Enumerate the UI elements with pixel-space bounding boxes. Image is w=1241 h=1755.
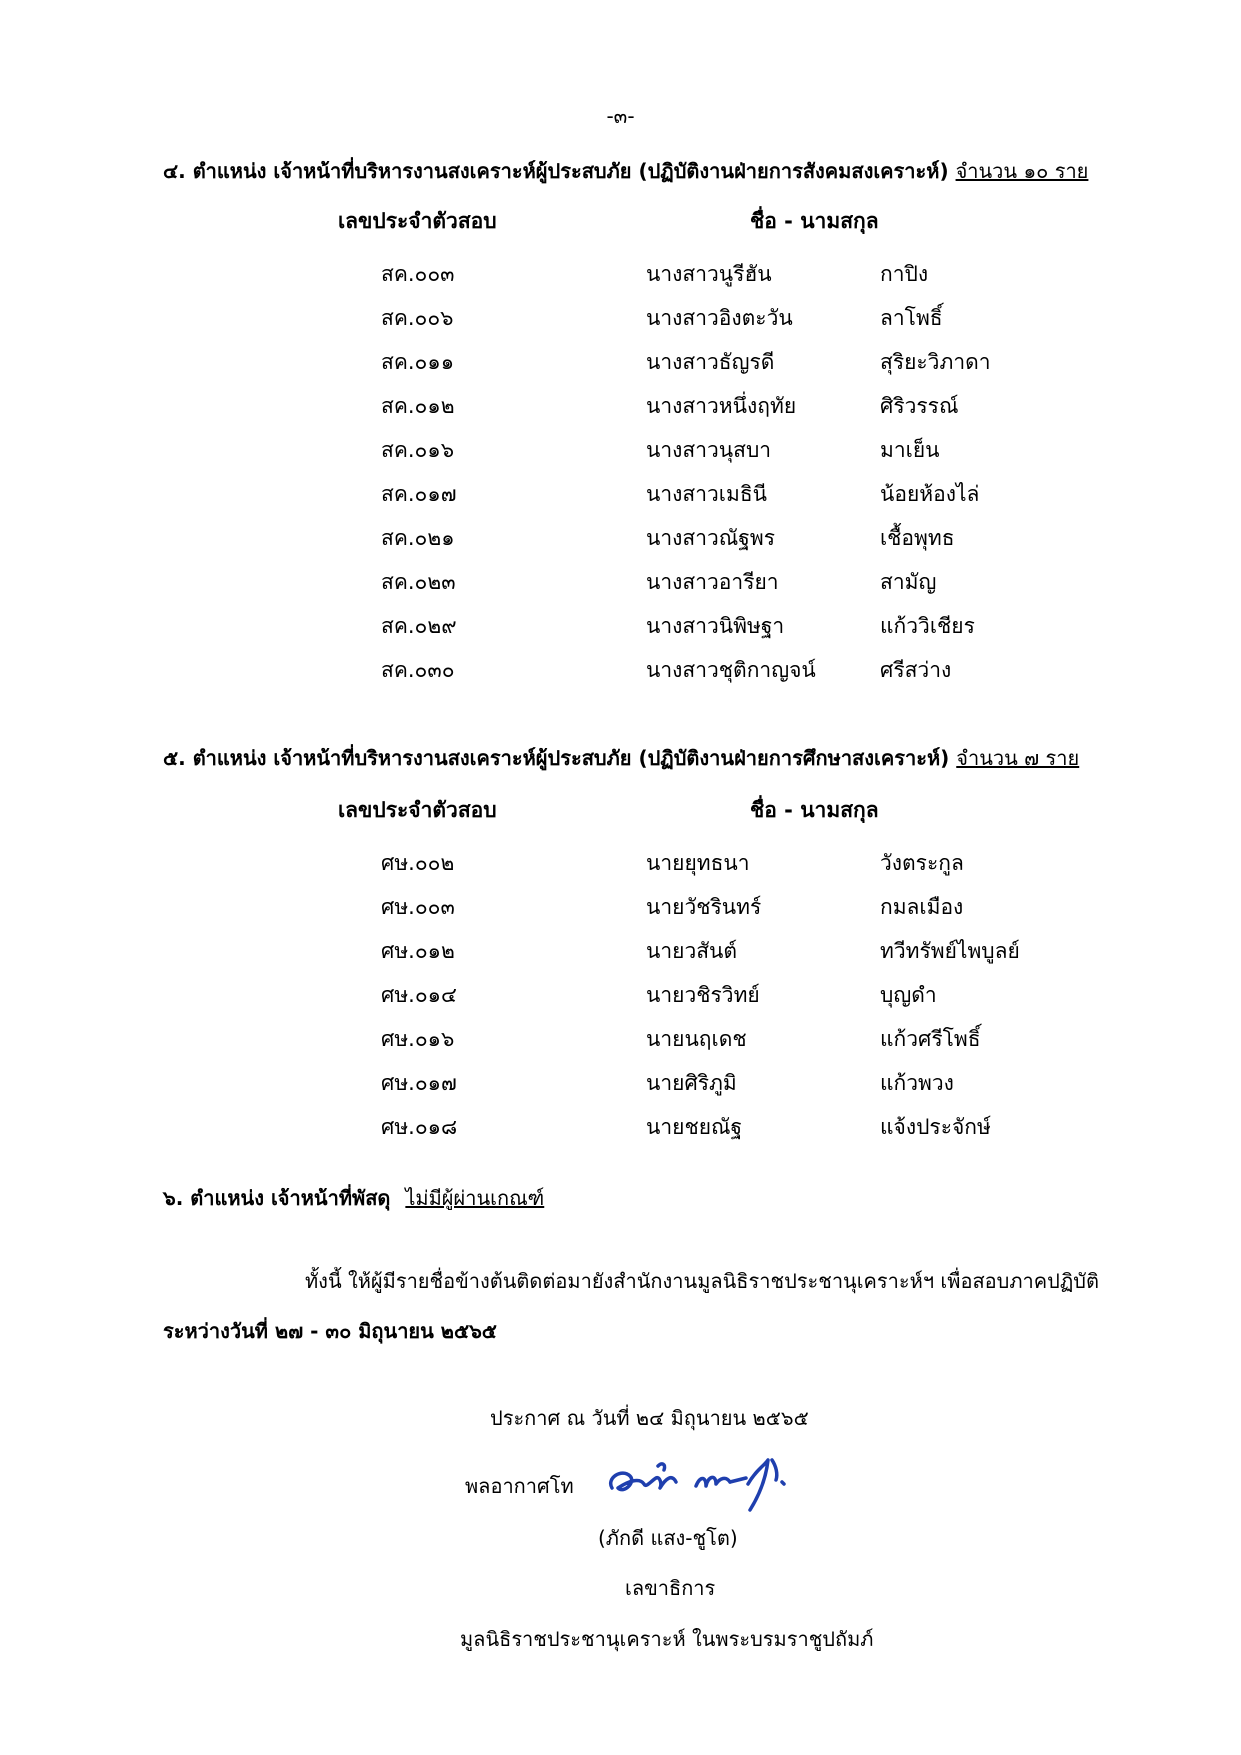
exam-id: สค.๐๒๙ — [381, 614, 457, 638]
section5-col-name: ชื่อ - นามสกุล — [750, 798, 879, 822]
exam-id: ศษ.๐๑๖ — [381, 1027, 455, 1051]
page-number: -๓- — [606, 104, 635, 128]
last-name: ศรีสว่าง — [880, 658, 952, 682]
list-item — [0, 302, 1241, 342]
first-name: นางสาวณัฐพร — [646, 526, 775, 550]
first-name: นางสาวชุติกาญจน์ — [646, 658, 816, 682]
last-name: ทวีทรัพย์ไพบูลย์ — [880, 939, 1020, 963]
signer-rank: พลอากาศโท — [465, 1474, 574, 1498]
section6-title: ๖. ตำแหน่ง เจ้าหน้าที่พัสดุ — [163, 1186, 391, 1210]
list-item — [0, 935, 1241, 975]
last-name: มาเย็น — [880, 438, 940, 462]
instructions-line1: ทั้งนี้ ให้ผู้มีรายชื่อข้างต้นติดต่อมายังสำนักงานมูลนิธิราชประชานุเคราะห์ฯ เพื่อสอบภาคปฏิบัติ — [305, 1269, 1099, 1293]
last-name: ศิริวรรณ์ — [880, 394, 959, 418]
list-item — [0, 654, 1241, 694]
exam-id: สค.๐๐๖ — [381, 306, 454, 330]
first-name: นางสาวธัญรดี — [646, 350, 775, 374]
organization-name: มูลนิธิราชประชานุเคราะห์ ในพระบรมราชูปถัมภ์ — [460, 1627, 874, 1651]
exam-id: สค.๐๑๒ — [381, 394, 455, 418]
section5-count: จำนวน ๗ ราย — [956, 746, 1080, 770]
last-name: เชื้อพุทธ — [880, 526, 955, 550]
list-item — [0, 390, 1241, 430]
last-name: แจ้งประจักษ์ — [880, 1115, 991, 1139]
list-item — [0, 566, 1241, 606]
section5-col-id: เลขประจำตัวสอบ — [338, 798, 497, 822]
list-item — [0, 1023, 1241, 1063]
section4-heading — [163, 155, 1088, 187]
instructions-line2: ระหว่างวันที่ ๒๗ - ๓๐ มิถุนายน ๒๕๖๕ — [163, 1319, 497, 1343]
last-name: แก้วศรีโพธิ์ — [880, 1027, 981, 1051]
last-name: น้อยห้องไล่ — [880, 482, 980, 506]
first-name: นายวัชรินทร์ — [646, 895, 762, 919]
last-name: กมลเมือง — [880, 895, 964, 919]
list-item — [0, 847, 1241, 887]
first-name: นางสาวนูรีฮัน — [646, 262, 772, 286]
exam-id: สค.๐๒๑ — [381, 526, 455, 550]
exam-id: ศษ.๐๑๗ — [381, 1071, 457, 1095]
first-name: นางสาวหนึ่งฤทัย — [646, 394, 797, 418]
exam-id: สค.๐๓๐ — [381, 658, 455, 682]
section4-col-id: เลขประจำตัวสอบ — [338, 209, 497, 233]
exam-id: สค.๐๑๑ — [381, 350, 455, 374]
first-name: นางสาวนุสบา — [646, 438, 772, 462]
announcement-date: ประกาศ ณ วันที่ ๒๔ มิถุนายน ๒๕๖๕ — [490, 1406, 809, 1430]
list-item — [0, 979, 1241, 1019]
exam-id: ศษ.๐๑๘ — [381, 1115, 458, 1139]
list-item — [0, 1111, 1241, 1151]
exam-id: สค.๐๑๖ — [381, 438, 455, 462]
last-name: กาปิง — [880, 262, 929, 286]
list-item — [0, 434, 1241, 474]
exam-id: ศษ.๐๑๔ — [381, 983, 457, 1007]
first-name: นายนฤเดช — [646, 1027, 747, 1051]
list-item — [0, 891, 1241, 931]
first-name: นายยุทธนา — [646, 851, 750, 875]
first-name: นายวสันต์ — [646, 939, 738, 963]
last-name: แก้วพวง — [880, 1071, 954, 1095]
signer-position: เลขาธิการ — [625, 1576, 716, 1600]
section5-heading — [163, 742, 1079, 774]
list-item — [0, 522, 1241, 562]
section4-title: ๔. ตำแหน่ง เจ้าหน้าที่บริหารงานสงเคราะห์ผู้ประสบภัย (ปฏิบัติงานฝ่ายการสังคมสงเคราะห์) — [163, 159, 949, 183]
list-item — [0, 258, 1241, 298]
first-name: นายศิริภูมิ — [646, 1071, 737, 1095]
last-name: ลาโพธิ์ — [880, 306, 943, 330]
list-item — [0, 478, 1241, 518]
section4-count: จำนวน ๑๐ ราย — [955, 159, 1089, 183]
first-name: นายชยณัฐ — [646, 1115, 743, 1139]
list-item — [0, 610, 1241, 650]
last-name: แก้ววิเชียร — [880, 614, 975, 638]
section4-col-name: ชื่อ - นามสกุล — [750, 209, 879, 233]
last-name: สามัญ — [880, 570, 937, 594]
exam-id: ศษ.๐๑๒ — [381, 939, 455, 963]
exam-id: สค.๐๑๗ — [381, 482, 457, 506]
first-name: นางสาวนิพิษฐา — [646, 614, 785, 638]
first-name: นายวชิรวิทย์ — [646, 983, 760, 1007]
list-item — [0, 1067, 1241, 1107]
section5-title: ๕. ตำแหน่ง เจ้าหน้าที่บริหารงานสงเคราะห์ผู้ประสบภัย (ปฏิบัติงานฝ่ายการศึกษาสงเคราะห์) — [163, 746, 950, 770]
first-name: นางสาวเมธินี — [646, 482, 767, 506]
section6-status: ไม่มีผู้ผ่านเกณฑ์ — [405, 1186, 545, 1210]
list-item — [0, 346, 1241, 386]
last-name: สุริยะวิภาดา — [880, 350, 991, 374]
exam-id: ศษ.๐๐๒ — [381, 851, 455, 875]
last-name: วังตระกูล — [880, 851, 964, 875]
exam-id: ศษ.๐๐๓ — [381, 895, 455, 919]
signature-image — [600, 1448, 820, 1518]
first-name: นางสาวอารียา — [646, 570, 779, 594]
last-name: บุญดำ — [880, 983, 937, 1007]
exam-id: สค.๐๒๓ — [381, 570, 456, 594]
exam-id: สค.๐๐๓ — [381, 262, 455, 286]
first-name: นางสาวอิงตะวัน — [646, 306, 793, 330]
signer-name: (ภักดี แสง-ชูโต) — [598, 1526, 738, 1550]
section6-heading — [163, 1182, 544, 1214]
